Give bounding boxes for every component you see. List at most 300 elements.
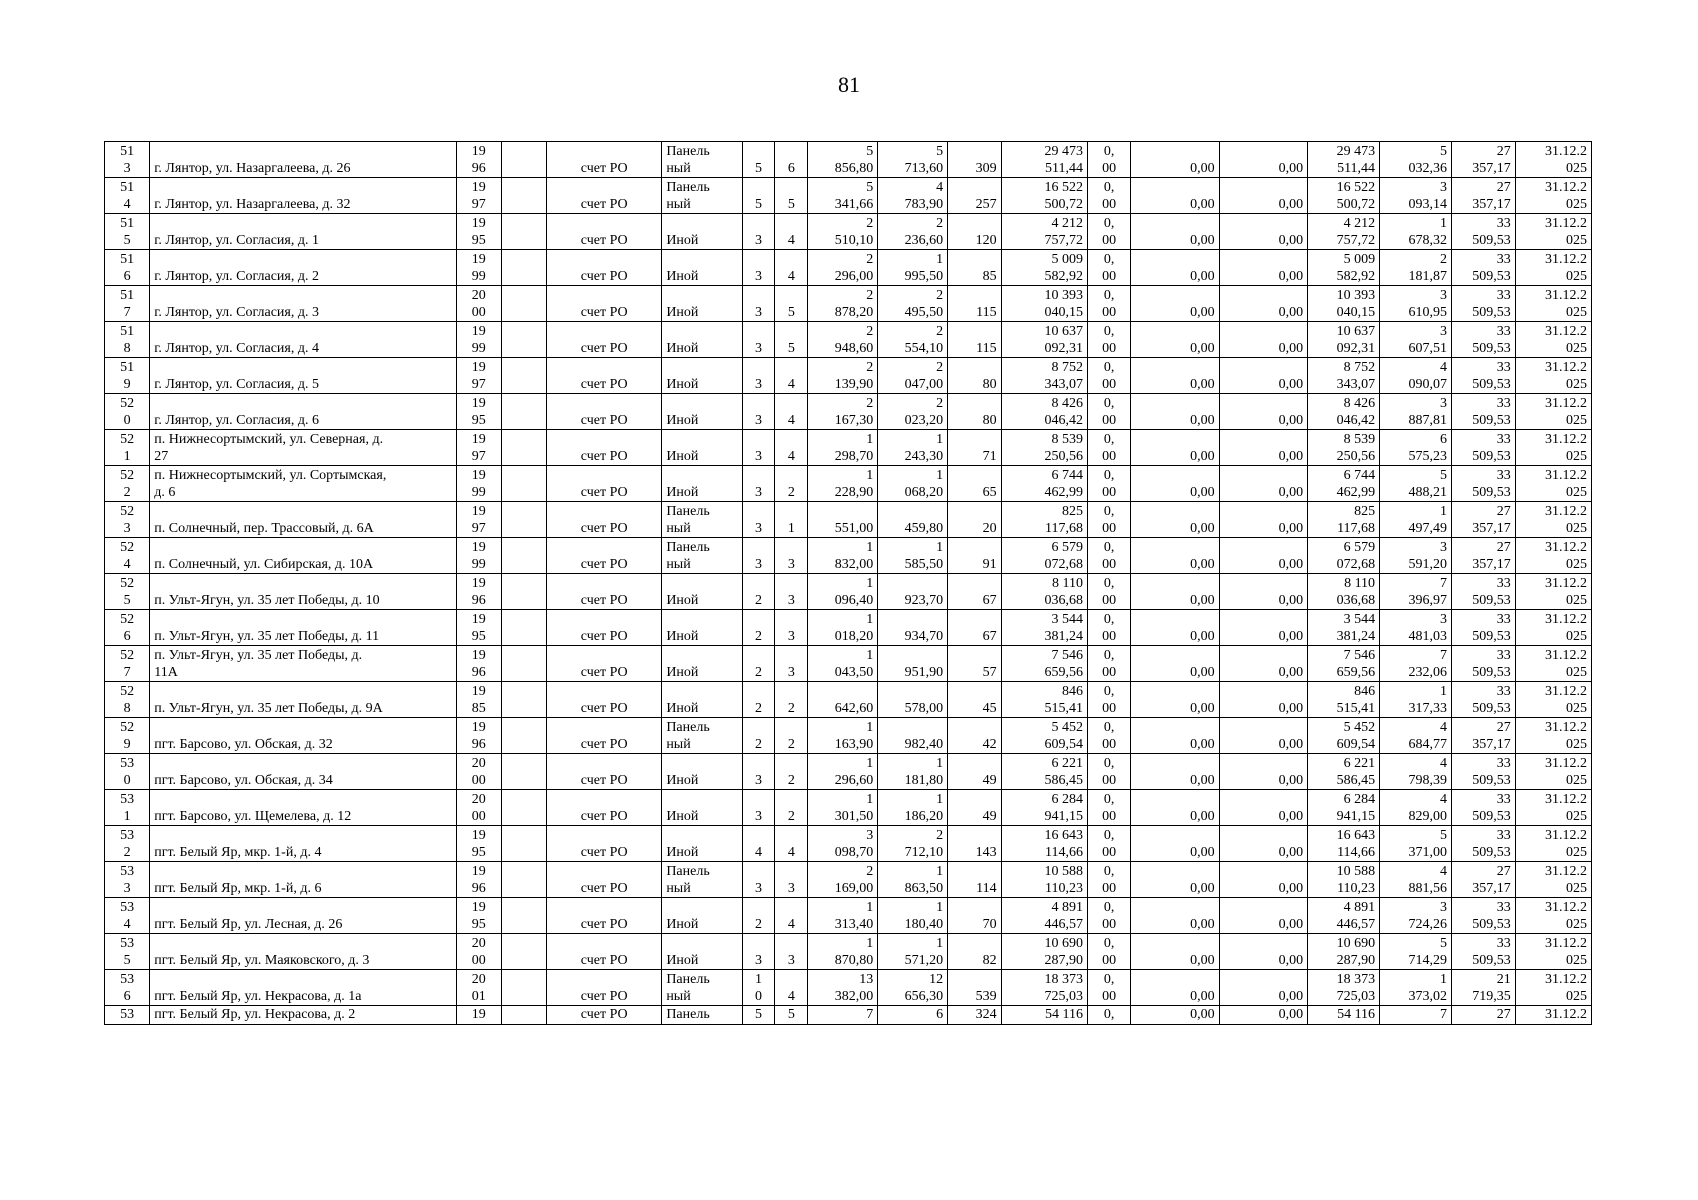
cell-text: 2 — [787, 809, 795, 824]
cell-text: 6 744 462,99 — [1044, 468, 1084, 500]
cell-text: счет РО — [580, 1007, 628, 1022]
entrances-cell — [775, 322, 808, 358]
limit-cost-cell — [1452, 934, 1516, 970]
floors-cell — [742, 970, 775, 1006]
living-area-cell — [878, 502, 948, 538]
cell-text: 923,70 — [904, 593, 944, 608]
cell-text: 0, 00 — [1102, 216, 1117, 248]
residents-cell — [948, 466, 1001, 502]
cell-text: 4 090,07 — [1408, 360, 1448, 392]
living-area-cell — [878, 358, 948, 394]
wall-material-cell — [662, 646, 742, 682]
cell-text: 2 — [754, 701, 762, 716]
table-row — [105, 934, 1592, 970]
total-area-cell — [808, 250, 878, 286]
cell-text: 0, 00 — [1102, 468, 1117, 500]
year-cell — [456, 826, 501, 862]
cell-text: 0,00 — [1190, 881, 1215, 896]
owner-funds-cell — [1308, 178, 1380, 214]
regional-funds-cell — [1219, 790, 1307, 826]
table-body — [105, 142, 1592, 1025]
owner-funds-cell — [1308, 754, 1380, 790]
cell-text: 33 509,53 — [1472, 396, 1511, 428]
total-area-cell — [808, 718, 878, 754]
total-area-cell — [808, 610, 878, 646]
cell-text: 1 163,90 — [834, 720, 874, 752]
cell-text: 51 5 — [120, 216, 135, 248]
table-row — [105, 970, 1592, 1006]
cell-text: 4 881,56 — [1408, 864, 1448, 896]
cell-text: 27 357,17 — [1472, 720, 1511, 752]
cell-text: 19 97 — [471, 504, 486, 536]
floors-cell — [742, 1006, 775, 1025]
limit-cost-cell — [1452, 1006, 1516, 1025]
federal-funds-cell — [1131, 790, 1219, 826]
fund-method-cell — [547, 934, 662, 970]
unit-cost-cell — [1380, 646, 1452, 682]
deadline-cell — [1515, 646, 1591, 682]
wall-material-cell — [662, 1006, 742, 1025]
owner-funds-cell — [1308, 682, 1380, 718]
cell-text: п. Солнечный, пер. Трассовый, д. 6А — [154, 521, 374, 536]
residents-cell — [948, 646, 1001, 682]
cell-text: 0,00 — [1278, 197, 1304, 212]
fund-method-cell — [547, 286, 662, 322]
cell-text: 29 473 511,44 — [1044, 144, 1084, 176]
cell-text: 67 — [982, 593, 997, 608]
federal-funds-cell — [1131, 142, 1219, 178]
row-number-cell — [105, 862, 150, 898]
share-cell — [1088, 466, 1131, 502]
living-area-cell — [878, 934, 948, 970]
federal-funds-cell — [1131, 538, 1219, 574]
cell-text: 1 018,20 — [834, 612, 874, 644]
regional-funds-cell — [1219, 970, 1307, 1006]
cell-text: 16 643 114,66 — [1044, 828, 1084, 860]
cell-text: г. Лянтор, ул. Согласия, д. 3 — [154, 305, 319, 320]
deadline-cell — [1515, 142, 1591, 178]
row-number-cell — [105, 934, 150, 970]
deadline-cell — [1515, 574, 1591, 610]
cell-text: Иной — [666, 665, 699, 680]
cell-text: 642,60 — [834, 701, 874, 716]
cell-text: 19 99 — [471, 540, 486, 572]
total-area-cell — [808, 790, 878, 826]
cell-text: 0, 00 — [1102, 432, 1117, 464]
total-cost-cell — [1001, 898, 1087, 934]
federal-funds-cell — [1131, 862, 1219, 898]
cell-text: 20 00 — [471, 936, 486, 968]
cell-text: 3 591,20 — [1408, 540, 1448, 572]
federal-funds-cell — [1131, 574, 1219, 610]
cell-text: 0,00 — [1278, 665, 1304, 680]
cell-text: 0,00 — [1278, 737, 1304, 752]
deadline-cell — [1515, 538, 1591, 574]
cell-text: 52 3 — [120, 504, 135, 536]
cell-text: счет РО — [580, 485, 628, 500]
cell-text: 0, 00 — [1102, 540, 1117, 572]
unit-cost-cell — [1380, 718, 1452, 754]
cell-text: 33 509,53 — [1472, 288, 1511, 320]
cell-text: 1 863,50 — [904, 864, 944, 896]
total-cost-cell — [1001, 826, 1087, 862]
year-cell — [456, 682, 501, 718]
cell-text: 8 110 036,68 — [1044, 576, 1084, 608]
cell-text: 10 690 287,90 — [1044, 936, 1084, 968]
wall-material-cell — [662, 250, 742, 286]
address-cell — [150, 682, 456, 718]
total-cost-cell — [1001, 394, 1087, 430]
year-cell — [456, 898, 501, 934]
cell-text: 31.12.2 025 — [1545, 612, 1587, 644]
unit-cost-cell — [1380, 574, 1452, 610]
blank-cell — [501, 790, 546, 826]
cell-text: счет РО — [580, 341, 628, 356]
federal-funds-cell — [1131, 718, 1219, 754]
cell-text: 2 296,00 — [834, 252, 874, 284]
cell-text: 2 023,20 — [904, 396, 944, 428]
share-cell — [1088, 394, 1131, 430]
fund-method-cell — [547, 646, 662, 682]
address-cell — [150, 286, 456, 322]
cell-text: 0,00 — [1278, 305, 1304, 320]
row-number-cell — [105, 610, 150, 646]
living-area-cell — [878, 574, 948, 610]
address-cell — [150, 754, 456, 790]
living-area-cell — [878, 142, 948, 178]
limit-cost-cell — [1452, 358, 1516, 394]
floors-cell — [742, 466, 775, 502]
total-cost-cell — [1001, 682, 1087, 718]
cell-text: 825 117,68 — [1337, 504, 1376, 536]
year-cell — [456, 358, 501, 394]
regional-funds-cell — [1219, 394, 1307, 430]
wall-material-cell — [662, 358, 742, 394]
cell-text: 3 724,26 — [1408, 900, 1448, 932]
cell-text: 1 995,50 — [904, 252, 944, 284]
cell-text: 53 5 — [120, 936, 135, 968]
row-number-cell — [105, 754, 150, 790]
deadline-cell — [1515, 358, 1591, 394]
blank-cell — [501, 1006, 546, 1025]
residents-cell — [948, 574, 1001, 610]
year-cell — [456, 934, 501, 970]
living-area-cell — [878, 322, 948, 358]
unit-cost-cell — [1380, 394, 1452, 430]
floors-cell — [742, 250, 775, 286]
unit-cost-cell — [1380, 610, 1452, 646]
owner-funds-cell — [1308, 862, 1380, 898]
cell-text: 1 317,33 — [1408, 684, 1448, 716]
cell-text: 1 228,90 — [834, 468, 874, 500]
cell-text: 52 0 — [120, 396, 135, 428]
limit-cost-cell — [1452, 178, 1516, 214]
regional-funds-cell — [1219, 502, 1307, 538]
deadline-cell — [1515, 826, 1591, 862]
cell-text: 5 — [754, 1007, 762, 1022]
cell-text: 846 515,41 — [1044, 684, 1084, 716]
regional-funds-cell — [1219, 682, 1307, 718]
cell-text: 3 093,14 — [1408, 180, 1448, 212]
cell-text: 6 221 586,45 — [1044, 756, 1084, 788]
table-row — [105, 754, 1592, 790]
total-cost-cell — [1001, 790, 1087, 826]
residents-cell — [948, 142, 1001, 178]
cell-text: 8 752 343,07 — [1336, 360, 1376, 392]
share-cell — [1088, 322, 1131, 358]
residents-cell — [948, 682, 1001, 718]
fund-method-cell — [547, 214, 662, 250]
deadline-cell — [1515, 898, 1591, 934]
table-row — [105, 574, 1592, 610]
share-cell — [1088, 826, 1131, 862]
cell-text: Иной — [666, 629, 699, 644]
cell-text: 53 2 — [120, 828, 135, 860]
cell-text: 19 99 — [471, 468, 486, 500]
cell-text: 19 95 — [471, 828, 486, 860]
cell-text: 0,00 — [1278, 953, 1304, 968]
owner-funds-cell — [1308, 646, 1380, 682]
wall-material-cell — [662, 610, 742, 646]
total-cost-cell — [1001, 214, 1087, 250]
entrances-cell — [775, 142, 808, 178]
residents-cell — [948, 502, 1001, 538]
cell-text: 0,00 — [1278, 269, 1304, 284]
cell-text: счет РО — [580, 377, 628, 392]
cell-text: пгт. Белый Яр, ул. Некрасова, д. 1а — [154, 989, 362, 1004]
deadline-cell — [1515, 790, 1591, 826]
address-cell — [150, 178, 456, 214]
cell-text: 2 510,10 — [834, 216, 874, 248]
cell-text: 2 236,60 — [904, 216, 944, 248]
regional-funds-cell — [1219, 610, 1307, 646]
cell-text: 0,00 — [1190, 701, 1215, 716]
limit-cost-cell — [1452, 610, 1516, 646]
cell-text: 18 373 725,03 — [1336, 972, 1376, 1004]
federal-funds-cell — [1131, 250, 1219, 286]
cell-text: 982,40 — [904, 737, 944, 752]
cell-text: 4 — [787, 989, 795, 1004]
residents-cell — [948, 898, 1001, 934]
cell-text: 33 509,53 — [1472, 756, 1511, 788]
entrances-cell — [775, 178, 808, 214]
limit-cost-cell — [1452, 682, 1516, 718]
cell-text: 31.12.2 025 — [1545, 756, 1587, 788]
cell-text: 33 509,53 — [1472, 468, 1511, 500]
regional-funds-cell — [1219, 826, 1307, 862]
limit-cost-cell — [1452, 142, 1516, 178]
cell-text: 5 452 609,54 — [1044, 720, 1084, 752]
cell-text: 53 1 — [120, 792, 135, 824]
cell-text: 0,00 — [1278, 557, 1304, 572]
cell-text: 31.12.2 025 — [1545, 828, 1587, 860]
cell-text: 33 509,53 — [1472, 936, 1511, 968]
living-area-cell — [878, 430, 948, 466]
cell-text: 0,00 — [1190, 485, 1215, 500]
cell-text: Иной — [666, 809, 699, 824]
residents-cell — [948, 970, 1001, 1006]
unit-cost-cell — [1380, 286, 1452, 322]
cell-text: счет РО — [580, 701, 628, 716]
limit-cost-cell — [1452, 898, 1516, 934]
row-number-cell — [105, 430, 150, 466]
cell-text: 4 891 446,57 — [1336, 900, 1376, 932]
cell-text: 1 043,50 — [834, 648, 874, 680]
cell-text: 3 — [754, 521, 762, 536]
share-cell — [1088, 790, 1131, 826]
cell-text: 52 9 — [120, 720, 135, 752]
share-cell — [1088, 682, 1131, 718]
row-number-cell — [105, 718, 150, 754]
cell-text: 33 509,53 — [1472, 648, 1511, 680]
blank-cell — [501, 970, 546, 1006]
cell-text: 0, 00 — [1102, 324, 1117, 356]
living-area-cell — [878, 718, 948, 754]
cell-text: 6 575,23 — [1408, 432, 1448, 464]
living-area-cell — [878, 394, 948, 430]
fund-method-cell — [547, 682, 662, 718]
cell-text: 3 — [754, 413, 762, 428]
cell-text: 0, 00 — [1102, 504, 1117, 536]
cell-text: 0,00 — [1278, 233, 1304, 248]
cell-text: 3 — [754, 449, 762, 464]
cell-text: п. Солнечный, ул. Сибирская, д. 10А — [154, 557, 374, 572]
cell-text: 51 3 — [120, 144, 135, 176]
cell-text: 0, 00 — [1102, 972, 1117, 1004]
cell-text: 53 3 — [120, 864, 135, 896]
owner-funds-cell — [1308, 250, 1380, 286]
share-cell — [1088, 610, 1131, 646]
cell-text: 31.12.2 025 — [1545, 540, 1587, 572]
cell-text: 0,00 — [1278, 917, 1304, 932]
regional-funds-cell — [1219, 178, 1307, 214]
fund-method-cell — [547, 394, 662, 430]
cell-text: 4 — [787, 269, 795, 284]
cell-text: 0, 00 — [1102, 360, 1117, 392]
entrances-cell — [775, 1006, 808, 1025]
cell-text: 8 752 343,07 — [1044, 360, 1084, 392]
fund-method-cell — [547, 178, 662, 214]
unit-cost-cell — [1380, 754, 1452, 790]
cell-text: Иной — [666, 953, 699, 968]
address-cell — [150, 610, 456, 646]
floors-cell — [742, 862, 775, 898]
regional-funds-cell — [1219, 934, 1307, 970]
cell-text: 7 — [866, 1007, 874, 1022]
living-area-cell — [878, 970, 948, 1006]
cell-text: 19 99 — [471, 324, 486, 356]
cell-text: счет РО — [580, 161, 628, 176]
cell-text: счет РО — [580, 305, 628, 320]
unit-cost-cell — [1380, 790, 1452, 826]
year-cell — [456, 718, 501, 754]
wall-material-cell — [662, 934, 742, 970]
housing-register-table — [104, 141, 1592, 1025]
address-cell — [150, 538, 456, 574]
cell-text: 2 167,30 — [834, 396, 874, 428]
blank-cell — [501, 142, 546, 178]
cell-text: 3 098,70 — [834, 828, 874, 860]
fund-method-cell — [547, 358, 662, 394]
deadline-cell — [1515, 250, 1591, 286]
table-row — [105, 214, 1592, 250]
address-cell — [150, 862, 456, 898]
cell-text: Иной — [666, 773, 699, 788]
cell-text: счет РО — [580, 917, 628, 932]
limit-cost-cell — [1452, 862, 1516, 898]
cell-text: 51 6 — [120, 252, 135, 284]
regional-funds-cell — [1219, 718, 1307, 754]
cell-text: счет РО — [580, 737, 628, 752]
cell-text: Иной — [666, 413, 699, 428]
cell-text: Иной — [666, 449, 699, 464]
cell-text: 0,00 — [1278, 773, 1304, 788]
row-number-cell — [105, 970, 150, 1006]
cell-text: 3 — [754, 557, 762, 572]
cell-text: Иной — [666, 377, 699, 392]
cell-text: Панель ный — [666, 144, 710, 176]
cell-text: 5 032,36 — [1408, 144, 1448, 176]
cell-text: 0, — [1103, 1007, 1115, 1022]
limit-cost-cell — [1452, 718, 1516, 754]
cell-text: 8 426 046,42 — [1044, 396, 1084, 428]
regional-funds-cell — [1219, 322, 1307, 358]
cell-text: 54 116 — [1337, 1007, 1376, 1022]
year-cell — [456, 322, 501, 358]
cell-text: 31.12.2 025 — [1545, 504, 1587, 536]
cell-text: 1 186,20 — [904, 792, 944, 824]
cell-text: п. Ульт-Ягун, ул. 35 лет Победы, д. 9А — [154, 701, 383, 716]
total-cost-cell — [1001, 430, 1087, 466]
limit-cost-cell — [1452, 502, 1516, 538]
cell-text: 33 509,53 — [1472, 612, 1511, 644]
share-cell — [1088, 718, 1131, 754]
cell-text: 31.12.2 025 — [1545, 360, 1587, 392]
wall-material-cell — [662, 826, 742, 862]
total-area-cell — [808, 1006, 878, 1025]
owner-funds-cell — [1308, 466, 1380, 502]
owner-funds-cell — [1308, 1006, 1380, 1025]
row-number-cell — [105, 538, 150, 574]
cell-text: 27 357,17 — [1472, 864, 1511, 896]
living-area-cell — [878, 610, 948, 646]
unit-cost-cell — [1380, 466, 1452, 502]
cell-text: 825 117,68 — [1045, 504, 1084, 536]
unit-cost-cell — [1380, 1006, 1452, 1025]
cell-text: 16 522 500,72 — [1336, 180, 1376, 212]
wall-material-cell — [662, 970, 742, 1006]
residents-cell — [948, 862, 1001, 898]
cell-text: счет РО — [580, 845, 628, 860]
owner-funds-cell — [1308, 718, 1380, 754]
deadline-cell — [1515, 610, 1591, 646]
entrances-cell — [775, 214, 808, 250]
regional-funds-cell — [1219, 286, 1307, 322]
cell-text: 2 712,10 — [904, 828, 944, 860]
cell-text: 5 — [787, 1007, 795, 1022]
address-cell — [150, 790, 456, 826]
living-area-cell — [878, 682, 948, 718]
limit-cost-cell — [1452, 214, 1516, 250]
wall-material-cell — [662, 538, 742, 574]
cell-text: г. Лянтор, ул. Назаргалеева, д. 32 — [154, 197, 351, 212]
cell-text: 19 95 — [471, 900, 486, 932]
cell-text: 5 488,21 — [1408, 468, 1448, 500]
regional-funds-cell — [1219, 466, 1307, 502]
total-cost-cell — [1001, 178, 1087, 214]
living-area-cell — [878, 862, 948, 898]
residents-cell — [948, 178, 1001, 214]
